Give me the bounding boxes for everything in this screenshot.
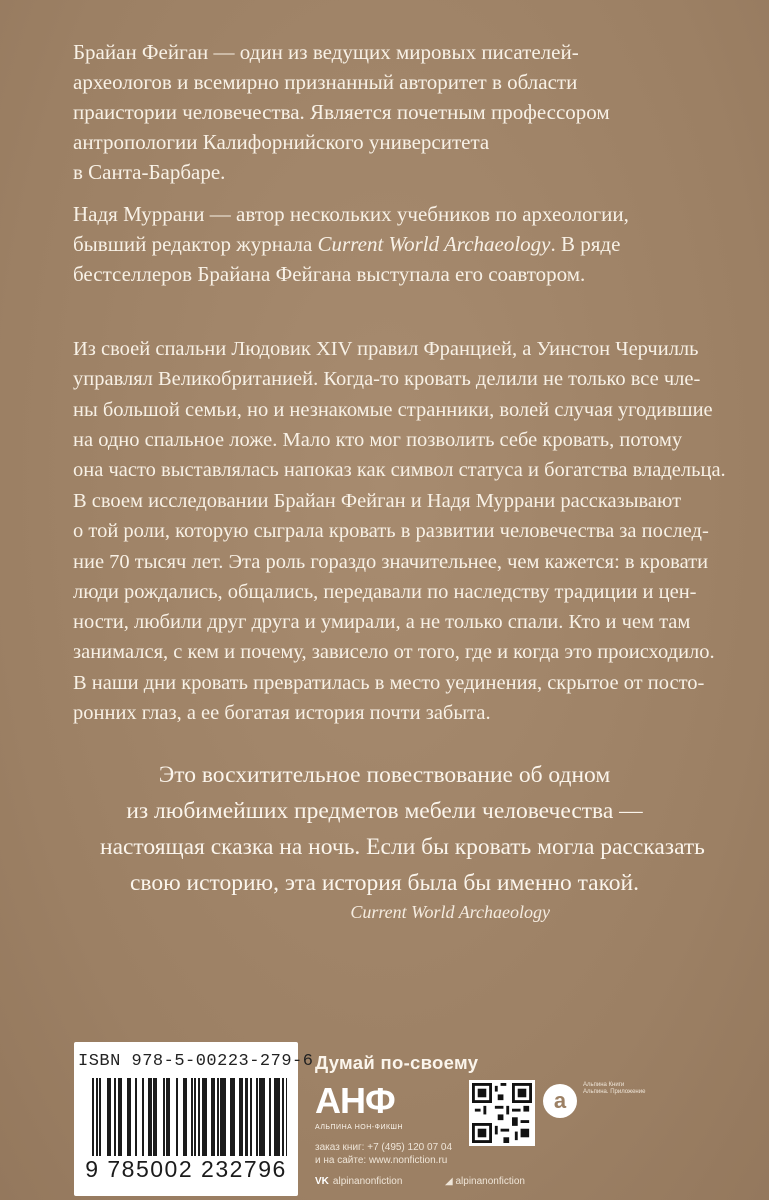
telegram-handle: alpinanonfiction [455, 1176, 525, 1187]
qr-code-graphic [472, 1083, 532, 1143]
annotation-line: ронних глаз, а ее богатая история почти забыта. [73, 702, 491, 725]
bio-line: антропологии Калифорнийского университета [73, 130, 490, 154]
bio-line: праистории человечества. Является почетным профессором [73, 100, 610, 124]
annotation-paragraph-2 [73, 486, 721, 728]
author-bio-durrani [73, 199, 713, 289]
quote-line: Это восхитительное повествование об одном [158, 762, 611, 788]
annotation-line: управлял Великобританией. Когда-то кровать делили не только все чле- [73, 368, 701, 391]
order-site: и на сайте: www.nonfiction.ru [315, 1155, 448, 1166]
annotation-line: люди рождались, общались, передавали по наследству традиции и цен- [73, 580, 697, 603]
ean-digits: 9 785002 232796 [85, 1156, 287, 1182]
vk-link[interactable] [315, 1176, 402, 1187]
telegram-icon: ◢ [445, 1176, 453, 1187]
annotation-line: на одно спальное ложе. Мало кто мог позволить себе кровать, потому [73, 428, 683, 451]
bio-line: Брайан Фейган — один из ведущих мировых писателей- [73, 40, 579, 64]
alpina-books-icon: a [543, 1084, 577, 1118]
bio-line: Надя Муррани — автор нескольких учебников по археологии, [73, 202, 629, 226]
journal-title: Current World Archaeology [317, 232, 551, 256]
annotation-line: ности, любили друг друга и умирали, а не только спали. Кто и чем там [73, 611, 691, 634]
bio-line: археологов и всемирно признанный авторитет в области [73, 70, 578, 94]
telegram-link[interactable] [445, 1176, 525, 1187]
quote-line: свою историю, эта история была бы именно такой. [129, 870, 640, 896]
publisher-block [313, 1052, 753, 1192]
quote-source: Current World Archaeology [350, 902, 550, 922]
bio-line: бестселлеров Брайана Фейгана выступала его соавтором. [73, 262, 586, 286]
publisher-logo: АНФ [315, 1080, 395, 1121]
bio-text: бывший редактор журнала [73, 232, 318, 256]
author-bio-fagan [73, 37, 713, 187]
annotation-paragraph-1 [73, 334, 726, 485]
annotation-line: она часто выставлялась напоказ как символ статуса и богатства владельца. [73, 459, 726, 482]
review-quote [100, 757, 705, 901]
publisher-name: АЛЬПИНА НОН-ФИКШН [315, 1124, 404, 1131]
annotation-line: ние 70 тысяч лет. Эта роль гораздо значительнее, чем кажется: в кровати [73, 550, 709, 573]
isbn-barcode [74, 1042, 314, 1196]
order-phone: заказ книг: +7 (495) 120 07 04 [315, 1142, 453, 1153]
bio-text: . В ряде [550, 232, 621, 256]
vk-handle: alpinanonfiction [332, 1176, 403, 1187]
annotation-line: В наши дни кровать превратилась в место уединения, скрытое от посто- [73, 671, 705, 694]
ean-number [78, 1156, 294, 1183]
annotation-line: занимался, с кем и почему, зависело от того, где и когда это происходило. [73, 641, 715, 664]
quote-line: из любимейших предметов мебели человечества — [126, 798, 643, 824]
quote-line: настоящая сказка на ночь. Если бы кровать могла рассказать [100, 834, 705, 860]
annotation-line: В своем исследовании Брайан Фейган и Надя Муррани рассказывают [73, 490, 682, 512]
annotation-line: Из своей спальни Людовик XIV правил Францией, а Уинстон Черчилль [73, 338, 699, 360]
qr-code-icon[interactable] [469, 1080, 535, 1146]
annotation-line: ны большой семьи, но и незнакомые странники, волей случая угодившие [73, 398, 713, 421]
annotation-line: о той роли, которую сыграла кровать в развитии человечества за послед- [73, 520, 709, 543]
isbn-number: ISBN 978-5-00223-279-6 [78, 1052, 314, 1071]
bio-line [73, 229, 713, 259]
vk-icon: VK [315, 1176, 329, 1187]
bio-line: в Санта-Барбаре. [73, 160, 226, 184]
partner-text: Альпина Книги Альпина. Приложение [583, 1082, 646, 1095]
publisher-slogan: Думай по-своему [315, 1052, 479, 1073]
order-info [315, 1141, 452, 1167]
